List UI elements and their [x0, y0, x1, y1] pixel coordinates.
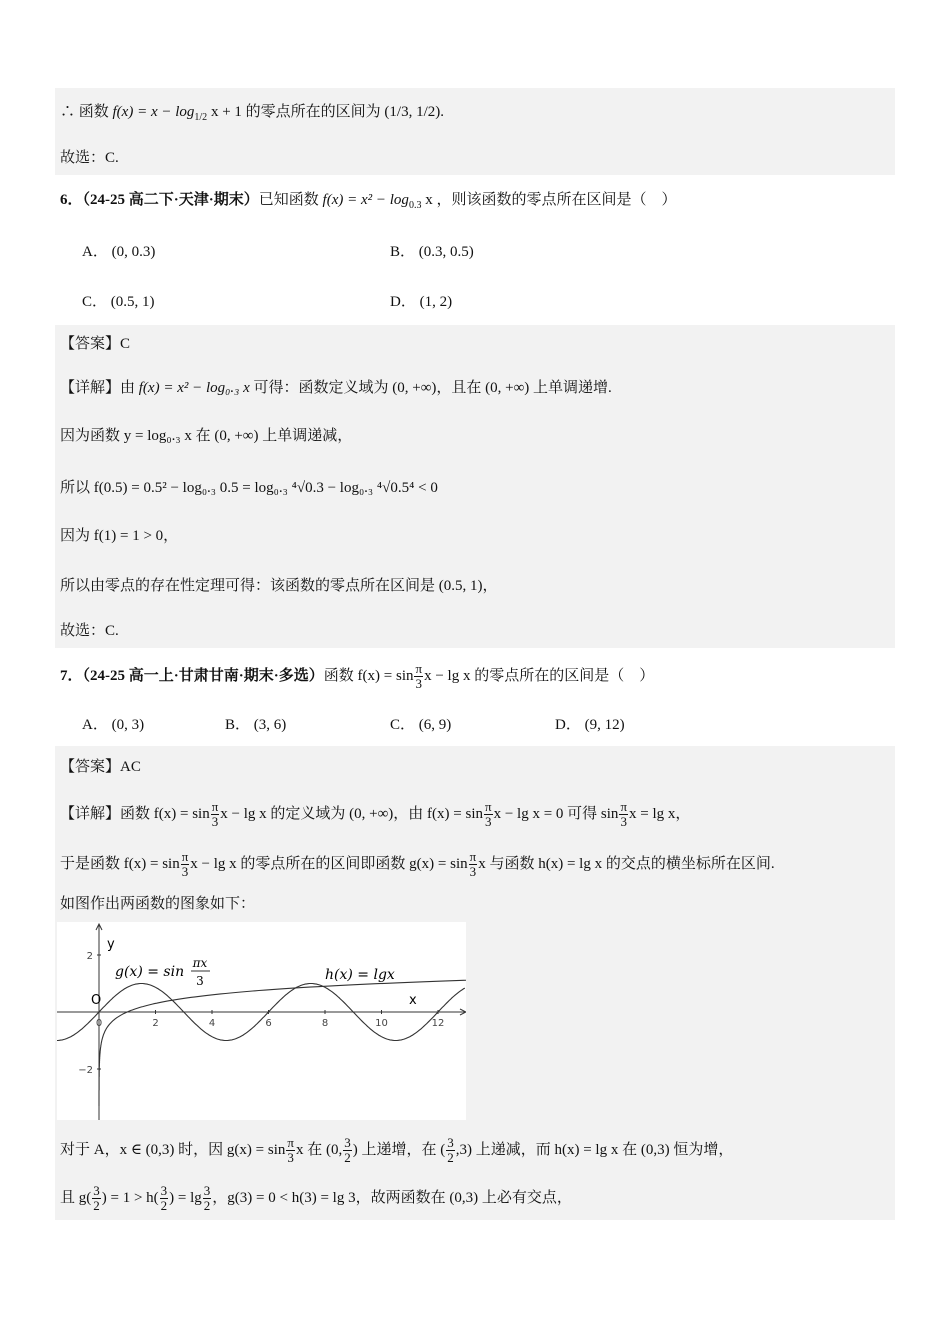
y-axis-label: y [107, 937, 115, 952]
detail-line: 因为函数 y = log₀.₃ x 在 (0, +∞) 上单调递减， [60, 428, 353, 444]
x-tick-label: 0 [95, 1018, 103, 1029]
math-sub: 0.3 [408, 200, 422, 211]
question-7-stem: 7．（24-25 高一上·甘肃甘南·期末·多选）函数 f(x) = sin $\frac{\pi}{3}$ x − lg x 的零点所在的区间是（ ） [60, 661, 655, 691]
text: x ，则该函数的零点所在区间是（ ） [421, 192, 677, 208]
q6-option-b[interactable]: B． (0.3, 0.5) [390, 244, 474, 260]
prev-choice: 故选：C. [60, 150, 119, 166]
detail-line: 故选：C. [60, 623, 119, 639]
x-axis-label: x [409, 993, 417, 1008]
question-number: 6． [60, 192, 83, 208]
detail-line: 于是函数 f(x) = sin $\frac{\pi}{3}$ x − lg x 的零点所在的区间即函数 g(x) = sin $\frac{\pi}{3}$ x 与函数 h(x) = lg x 的交点的横坐标所在区间. [60, 849, 775, 879]
question-source: （24-25 高二下·天津·期末） [82, 192, 259, 208]
prev-conclusion [60, 102, 444, 128]
q6-option-c[interactable]: C． (0.5, 1) [82, 294, 155, 310]
detail-line: 且 g( $\frac{3}{2}$ ) = 1 > h( $\frac{3}{2}$ ) = lg $\frac{3}{2}$ ，g(3) = 0 < h(3) = lg 3，故两函数在 (0,3) 上必有交点， [60, 1183, 572, 1213]
y-tick-label: 2 [86, 951, 93, 962]
x-tick-label: 12 [431, 1018, 445, 1029]
answer: 【答案】AC [60, 759, 141, 775]
label-g-num: πx [192, 956, 208, 970]
x-tick-label: 10 [375, 1018, 388, 1029]
detail-line: 因为 f(1) = 1 > 0， [60, 528, 179, 544]
q7-option-c[interactable]: C． (6, 9) [390, 717, 452, 733]
q7-option-b[interactable]: B． (3, 6) [225, 717, 287, 733]
label-h: h(x) = lgx [325, 967, 395, 983]
text: ∴ 函数 [60, 104, 113, 120]
text: x + 1 的零点所在的区间为 [207, 104, 385, 120]
detail-line: 所以由零点的存在性定理可得：该函数的零点所在区间是 (0.5, 1)， [60, 578, 498, 594]
detail-line: 如图作出两函数的图象如下： [60, 896, 256, 912]
detail-line: 【详解】函数 f(x) = sin $\frac{\pi}{3}$ x − lg x 的定义域为 (0, +∞)，由 f(x) = sin $\frac{\pi}{3}$ x − lg x = 0 可得 sin $\frac{\pi}{3}$ x = lg x， [60, 799, 691, 829]
q6-option-d[interactable]: D． (1, 2) [390, 294, 453, 310]
origin-label: O [91, 993, 102, 1008]
x-tick-label: 8 [321, 1018, 329, 1029]
q7-option-d[interactable]: D． (9, 12) [555, 717, 625, 733]
question-6-stem [60, 190, 676, 216]
answer: 【答案】C [60, 336, 131, 352]
detail-line: 【详解】由 f(x) = x² − log₀.₃ x 可得：函数定义域为 (0, +∞)，且在 (0, +∞) 上单调递增. [60, 380, 612, 396]
text: . [440, 104, 444, 120]
label-g-den: 3 [196, 974, 204, 988]
label-g: g(x) = sin [115, 964, 185, 980]
x-tick-label: 2 [152, 1018, 159, 1029]
interval: (1/3, 1/2) [384, 104, 441, 120]
x-tick-label: 6 [265, 1018, 272, 1029]
detail-line: 对于 A，x ∈ (0,3) 时，因 g(x) = sin $\frac{\pi}{3}$ x 在 (0, $\frac{3}{2}$ ) 上递增，在 ( $\frac{3}{2}$ ,3) 上递减，而 h(x) = lg x 在 (0,3) 恒为增， [60, 1135, 734, 1165]
y-tick-label: −2 [78, 1065, 93, 1076]
q6-option-a[interactable]: A． (0, 0.3) [82, 244, 156, 260]
q7-option-a[interactable]: A． (0, 3) [82, 717, 145, 733]
math-sub: 1/2 [194, 112, 208, 123]
detail-line: 所以 f(0.5) = 0.5² − log₀.₃ 0.5 = log₀.₃ ⁴√0.3 − log₀.₃ ⁴√0.5⁴ < 0 [60, 480, 438, 496]
x-tick-label: 4 [208, 1018, 216, 1029]
math: f(x) = x² − log [322, 192, 409, 208]
function-graph [57, 922, 466, 1120]
text: 已知函数 [258, 192, 323, 208]
math: f(x) = x − log [112, 104, 195, 120]
